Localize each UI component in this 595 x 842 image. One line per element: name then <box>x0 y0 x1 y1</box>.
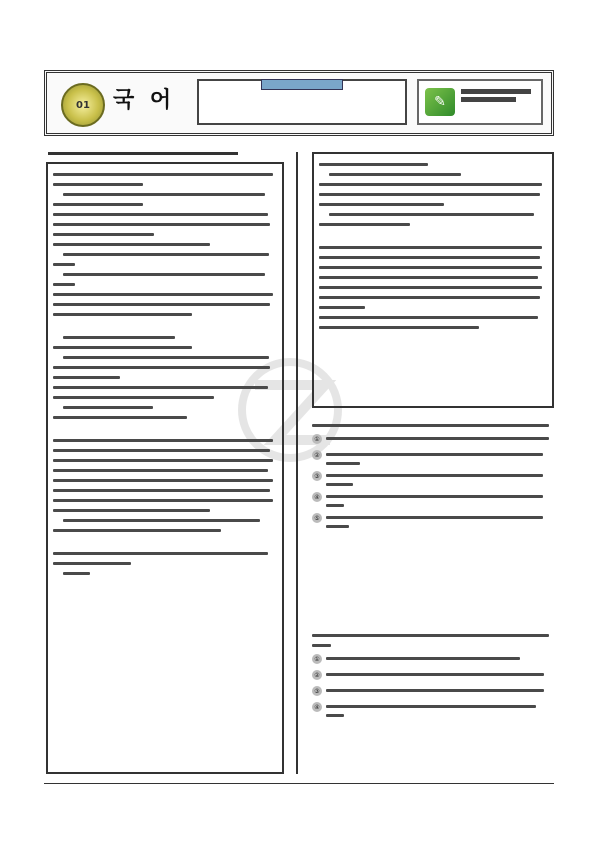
reading-passage <box>46 162 284 774</box>
question-2-choice-4[interactable] <box>312 702 554 717</box>
question-1 <box>312 420 554 534</box>
question-1-choice-5[interactable] <box>312 513 554 528</box>
right-column <box>312 152 554 774</box>
choice-number: ④ <box>312 702 322 712</box>
choice-number: ① <box>312 654 322 664</box>
choice-number: ⑤ <box>312 513 322 523</box>
grade-badge: 01 <box>61 83 105 127</box>
choice-number: ② <box>312 450 322 460</box>
column-divider <box>296 152 298 774</box>
page-header <box>44 70 554 136</box>
logo-text-line <box>461 89 531 94</box>
logo-text-line <box>461 97 516 102</box>
question-1-choice-3[interactable] <box>312 471 554 486</box>
exam-title-box <box>197 79 407 125</box>
passage-intro-line <box>48 152 238 155</box>
footer-rule <box>44 783 554 784</box>
reading-passage-continued <box>312 152 554 408</box>
question-2-choice-1[interactable] <box>312 654 554 664</box>
question-2 <box>312 630 554 723</box>
choice-number: ④ <box>312 492 322 502</box>
left-column <box>46 152 284 774</box>
question-1-choice-4[interactable] <box>312 492 554 507</box>
publisher-logo-box <box>417 79 543 125</box>
publisher-logo-icon: ✎ <box>425 88 455 116</box>
choice-number: ③ <box>312 471 322 481</box>
choice-number: ③ <box>312 686 322 696</box>
choice-number: ① <box>312 434 322 444</box>
question-2-choice-2[interactable] <box>312 670 554 680</box>
question-2-choice-3[interactable] <box>312 686 554 696</box>
choice-number: ② <box>312 670 322 680</box>
question-1-choice-2[interactable] <box>312 450 554 465</box>
question-1-choice-1[interactable] <box>312 434 554 444</box>
exam-title-tab <box>261 79 343 90</box>
subject-title: 국 어 <box>113 87 176 113</box>
